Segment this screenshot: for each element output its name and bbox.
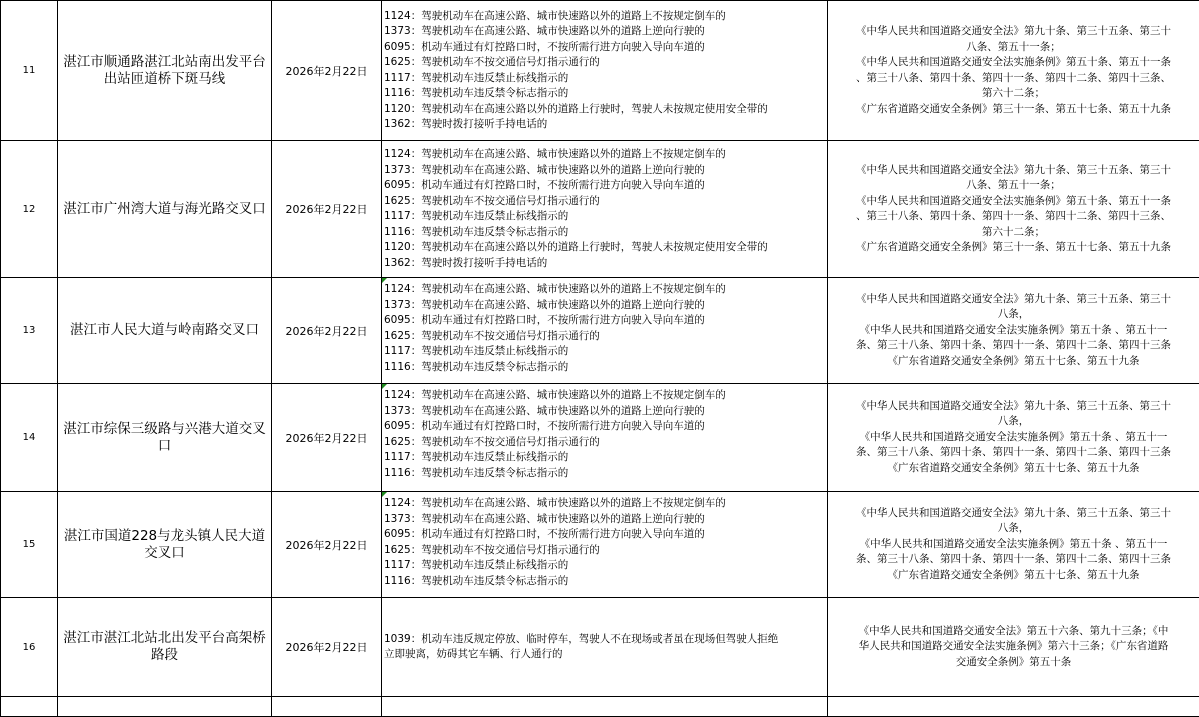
violation-item: 6095：机动车通过有灯控路口时，不按所需行进方向驶入导向车道的	[384, 527, 827, 543]
violation-item: 1120：驾驶机动车在高速公路以外的道路上行驶时，驾驶人未按规定使用安全带的	[384, 240, 827, 256]
violation-item: 1120：驾驶机动车在高速公路以外的道路上行驶时，驾驶人未按规定使用安全带的	[384, 102, 827, 118]
date-cell[interactable]	[272, 697, 382, 717]
violation-item: 1625：驾驶机动车不按交通信号灯指示通行的	[384, 435, 827, 451]
table-row-partial	[1, 697, 1199, 717]
table-row	[1, 384, 1199, 492]
legal-basis-cell[interactable]	[828, 697, 1199, 717]
violation-item: 1362：驾驶时拨打接听手持电话的	[384, 256, 827, 272]
violation-item: 1373：驾驶机动车在高速公路、城市快速路以外的道路上逆向行驶的	[384, 512, 827, 528]
location-cell[interactable]: 湛江市湛江北站北出发平台高架桥路段	[58, 598, 272, 697]
law-line: 八条、第五十一条；	[831, 40, 1196, 56]
violation-item: 1117：驾驶机动车违反禁止标线指示的	[384, 558, 827, 574]
row-number[interactable]: 13	[1, 278, 58, 384]
law-line: 《广东省道路交通安全条例》第五十七条、第五十九条	[831, 354, 1196, 370]
table-row	[1, 278, 1199, 384]
violation-item: 1117：驾驶机动车违反禁止标线指示的	[384, 71, 827, 87]
law-line: 交通安全条例》第五十条	[831, 655, 1196, 671]
violation-item: 1373：驾驶机动车在高速公路、城市快速路以外的道路上逆向行驶的	[384, 298, 827, 314]
violation-item: 1124：驾驶机动车在高速公路、城市快速路以外的道路上不按规定倒车的	[384, 282, 827, 298]
row-number[interactable]: 15	[1, 492, 58, 598]
law-line: 八条，	[831, 307, 1196, 323]
law-line: 《中华人民共和国道路交通安全法实施条例》第五十条、第五十一条	[831, 55, 1196, 71]
violation-item: 1625：驾驶机动车不按交通信号灯指示通行的	[384, 543, 827, 559]
law-line: 第六十二条；	[831, 225, 1196, 241]
law-line: 《广东省道路交通安全条例》第五十七条、第五十九条	[831, 568, 1196, 584]
violations-cell[interactable]	[382, 278, 828, 384]
date-cell[interactable]: 2026年2月22日	[272, 492, 382, 598]
law-line: 《广东省道路交通安全条例》第三十一条、第五十七条、第五十九条	[831, 240, 1196, 256]
law-line: 条、第三十八条、第四十条、第四十一条、第四十二条、第四十三条	[831, 552, 1196, 568]
violation-item: 1124：驾驶机动车在高速公路、城市快速路以外的道路上不按规定倒车的	[384, 9, 827, 25]
law-line: 、第三十八条、第四十条、第四十一条、第四十二条、第四十三条、	[831, 209, 1196, 225]
date-cell[interactable]: 2026年2月22日	[272, 598, 382, 697]
location-cell[interactable]: 湛江市顺通路湛江北站南出发平台出站匝道桥下斑马线	[58, 1, 272, 141]
location-cell[interactable]	[58, 697, 272, 717]
location-cell[interactable]: 湛江市广州湾大道与海光路交叉口	[58, 141, 272, 278]
violations-cell[interactable]	[382, 492, 828, 598]
law-line: 《中华人民共和国道路交通安全法》第九十条、第三十五条、第三十	[831, 24, 1196, 40]
row-number[interactable]: 16	[1, 598, 58, 697]
violation-item: 6095：机动车通过有灯控路口时，不按所需行进方向驶入导向车道的	[384, 419, 827, 435]
violation-item: 1373：驾驶机动车在高速公路、城市快速路以外的道路上逆向行驶的	[384, 24, 827, 40]
legal-basis-cell[interactable]	[828, 1, 1199, 141]
row-number[interactable]: 12	[1, 141, 58, 278]
violation-item: 1373：驾驶机动车在高速公路、城市快速路以外的道路上逆向行驶的	[384, 404, 827, 420]
law-line: 《中华人民共和国道路交通安全法》第九十条、第三十五条、第三十	[831, 506, 1196, 522]
violation-item: 6095：机动车通过有灯控路口时，不按所需行进方向驶入导向车道的	[384, 313, 827, 329]
legal-basis-cell[interactable]	[828, 278, 1199, 384]
location-cell[interactable]: 湛江市人民大道与岭南路交叉口	[58, 278, 272, 384]
violation-item: 1362：驾驶时拨打接听手持电话的	[384, 117, 827, 133]
law-line: 第六十二条；	[831, 86, 1196, 102]
law-line: 《中华人民共和国道路交通安全法》第九十条、第三十五条、第三十	[831, 399, 1196, 415]
legal-basis-cell[interactable]	[828, 598, 1199, 697]
table-row	[1, 598, 1199, 697]
violation-item: 1124：驾驶机动车在高速公路、城市快速路以外的道路上不按规定倒车的	[384, 496, 827, 512]
law-line: 、第三十八条、第四十条、第四十一条、第四十二条、第四十三条、	[831, 71, 1196, 87]
violation-item: 1116：驾驶机动车违反禁令标志指示的	[384, 466, 827, 482]
violations-cell[interactable]	[382, 384, 828, 492]
law-line: 八条、第五十一条；	[831, 178, 1196, 194]
law-line: 《中华人民共和国道路交通安全法实施条例》第五十条 、第五十一	[831, 323, 1196, 339]
law-line: 《中华人民共和国道路交通安全法》第五十六条、第九十三条；《中	[831, 624, 1196, 640]
row-number[interactable]	[1, 697, 58, 717]
violation-item: 1117：驾驶机动车违反禁止标线指示的	[384, 344, 827, 360]
violation-item: 1116：驾驶机动车违反禁令标志指示的	[384, 225, 827, 241]
violation-item: 1373：驾驶机动车在高速公路、城市快速路以外的道路上逆向行驶的	[384, 163, 827, 179]
law-line: 《广东省道路交通安全条例》第三十一条、第五十七条、第五十九条	[831, 102, 1196, 118]
law-line: 《中华人民共和国道路交通安全法》第九十条、第三十五条、第三十	[831, 292, 1196, 308]
violation-item: 1625：驾驶机动车不按交通信号灯指示通行的	[384, 329, 827, 345]
violations-cell[interactable]	[382, 141, 828, 278]
violation-item: 1116：驾驶机动车违反禁令标志指示的	[384, 574, 827, 590]
legal-basis-cell[interactable]	[828, 384, 1199, 492]
violation-item: 6095：机动车通过有灯控路口时，不按所需行进方向驶入导向车道的	[384, 178, 827, 194]
table-row	[1, 1, 1199, 141]
cell-comment-marker	[382, 278, 387, 283]
law-line: 《中华人民共和国道路交通安全法》第九十条、第三十五条、第三十	[831, 163, 1196, 179]
violation-item: 1117：驾驶机动车违反禁止标线指示的	[384, 450, 827, 466]
violation-item: 立即驶离，妨碍其它车辆、行人通行的	[384, 647, 827, 663]
violation-item: 1117：驾驶机动车违反禁止标线指示的	[384, 209, 827, 225]
law-line: 八条，	[831, 414, 1196, 430]
law-line: 《中华人民共和国道路交通安全法实施条例》第五十条 、第五十一	[831, 537, 1196, 553]
law-line: 《中华人民共和国道路交通安全法实施条例》第五十条 、第五十一	[831, 430, 1196, 446]
legal-basis-cell[interactable]	[828, 492, 1199, 598]
violation-item: 1116：驾驶机动车违反禁令标志指示的	[384, 360, 827, 376]
violation-item: 6095：机动车通过有灯控路口时，不按所需行进方向驶入导向车道的	[384, 40, 827, 56]
table-row	[1, 141, 1199, 278]
cell-comment-marker	[382, 384, 387, 389]
date-cell[interactable]: 2026年2月22日	[272, 141, 382, 278]
table-row	[1, 492, 1199, 598]
violations-cell[interactable]	[382, 697, 828, 717]
law-line: 八条，	[831, 521, 1196, 537]
location-cell[interactable]: 湛江市国道228与龙头镇人民大道交叉口	[58, 492, 272, 598]
violation-item: 1124：驾驶机动车在高速公路、城市快速路以外的道路上不按规定倒车的	[384, 147, 827, 163]
legal-basis-cell[interactable]	[828, 141, 1199, 278]
law-line: 条、第三十八条、第四十条、第四十一条、第四十二条、第四十三条	[831, 445, 1196, 461]
law-line: 条、第三十八条、第四十条、第四十一条、第四十二条、第四十三条	[831, 338, 1196, 354]
law-line: 《广东省道路交通安全条例》第五十七条、第五十九条	[831, 461, 1196, 477]
date-cell[interactable]: 2026年2月22日	[272, 1, 382, 141]
violation-item: 1116：驾驶机动车违反禁令标志指示的	[384, 86, 827, 102]
location-cell[interactable]: 湛江市综保三级路与兴港大道交叉口	[58, 384, 272, 492]
date-cell[interactable]: 2026年2月22日	[272, 278, 382, 384]
cell-comment-marker	[382, 492, 387, 497]
law-line: 华人民共和国道路交通安全法实施条例》第六十三条；《广东省道路	[831, 639, 1196, 655]
violation-item: 1625：驾驶机动车不按交通信号灯指示通行的	[384, 194, 827, 210]
law-line: 《中华人民共和国道路交通安全法实施条例》第五十条、第五十一条	[831, 194, 1196, 210]
violations-cell[interactable]	[382, 1, 828, 141]
date-cell[interactable]: 2026年2月22日	[272, 384, 382, 492]
violation-item: 1625：驾驶机动车不按交通信号灯指示通行的	[384, 55, 827, 71]
row-number[interactable]: 11	[1, 1, 58, 141]
violations-cell[interactable]	[382, 598, 828, 697]
violation-item: 1124：驾驶机动车在高速公路、城市快速路以外的道路上不按规定倒车的	[384, 388, 827, 404]
row-number[interactable]: 14	[1, 384, 58, 492]
violation-item: 1039：机动车违反规定停放、临时停车，驾驶人不在现场或者虽在现场但驾驶人拒绝	[384, 632, 827, 648]
